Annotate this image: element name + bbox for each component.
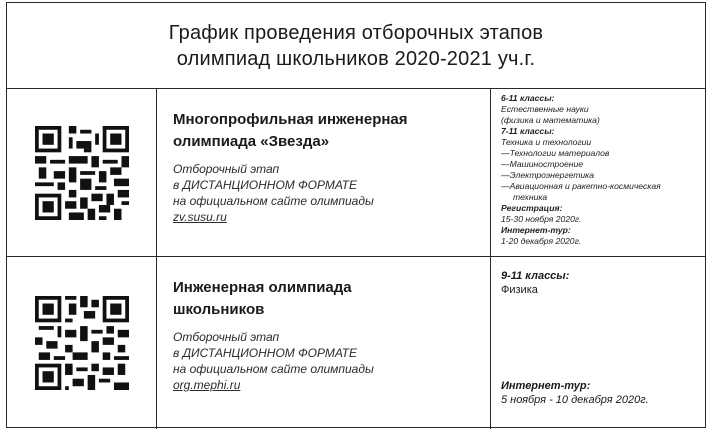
registration-dates: 15-30 ноября 2020г.	[501, 214, 582, 224]
subject: (физика и математика)	[501, 115, 600, 125]
grades-label: 6-11 классы:	[501, 93, 555, 103]
qr-cell	[7, 89, 157, 256]
schedule-details	[491, 257, 707, 429]
subject: Техника и технологии	[501, 137, 592, 147]
olympiad-name: Инженерная олимпиада школьников	[173, 279, 352, 318]
olympiad-name: Многопрофильная инженерная олимпиада «Звезда»	[173, 111, 408, 150]
title-line-2: олимпиад школьников 2020-2021 уч.г.	[176, 47, 536, 70]
internet-tour-dates: 5 ноября - 10 декабря 2020г.	[501, 394, 649, 406]
internet-tour-label: Интернет-тур:	[501, 225, 571, 235]
internet-tour-label: Интернет-тур:	[501, 380, 591, 392]
subject: Естественные науки	[501, 104, 589, 114]
stage-description: Отборочный этап в ДИСТАНЦИОННОМ ФОРМАТЕ на официальном сайте олимпиады zv.susu.ru	[173, 161, 490, 225]
website-link[interactable]: zv.susu.ru	[173, 210, 227, 224]
internet-tour-dates: 1-20 декабря 2020г.	[501, 236, 582, 246]
olympiad-info	[157, 89, 491, 256]
schedule-details	[491, 89, 707, 256]
grades-label: 7-11 классы:	[501, 126, 555, 136]
subject: —Электроэнергетика	[501, 170, 594, 180]
registration-label: Регистрация:	[501, 203, 563, 213]
grades-label: 9-11 классы:	[501, 270, 570, 282]
olympiad-row-mephi	[7, 257, 705, 429]
subject: техника	[513, 192, 548, 202]
olympiad-row-zvezda	[7, 89, 705, 257]
subject: —Авиационная и ракетно-космическая	[501, 181, 661, 191]
website-link[interactable]: org.mephi.ru	[173, 378, 241, 392]
qr-code-icon	[35, 296, 129, 390]
stage-description: Отборочный этап в ДИСТАНЦИОННОМ ФОРМАТЕ на официальном сайте олимпиады org.mephi.ru	[173, 329, 490, 393]
qr-code-icon	[35, 126, 129, 220]
olympiad-info	[157, 257, 491, 429]
subject: —Машиностроение	[501, 159, 584, 169]
title-line-1: График проведения отборочных этапов	[168, 21, 544, 44]
schedule-table	[6, 2, 706, 428]
page-title	[7, 3, 705, 89]
internet-tour	[501, 379, 649, 407]
subject: —Технологии материалов	[501, 148, 610, 158]
qr-cell	[7, 257, 157, 429]
subject: Физика	[501, 284, 538, 296]
